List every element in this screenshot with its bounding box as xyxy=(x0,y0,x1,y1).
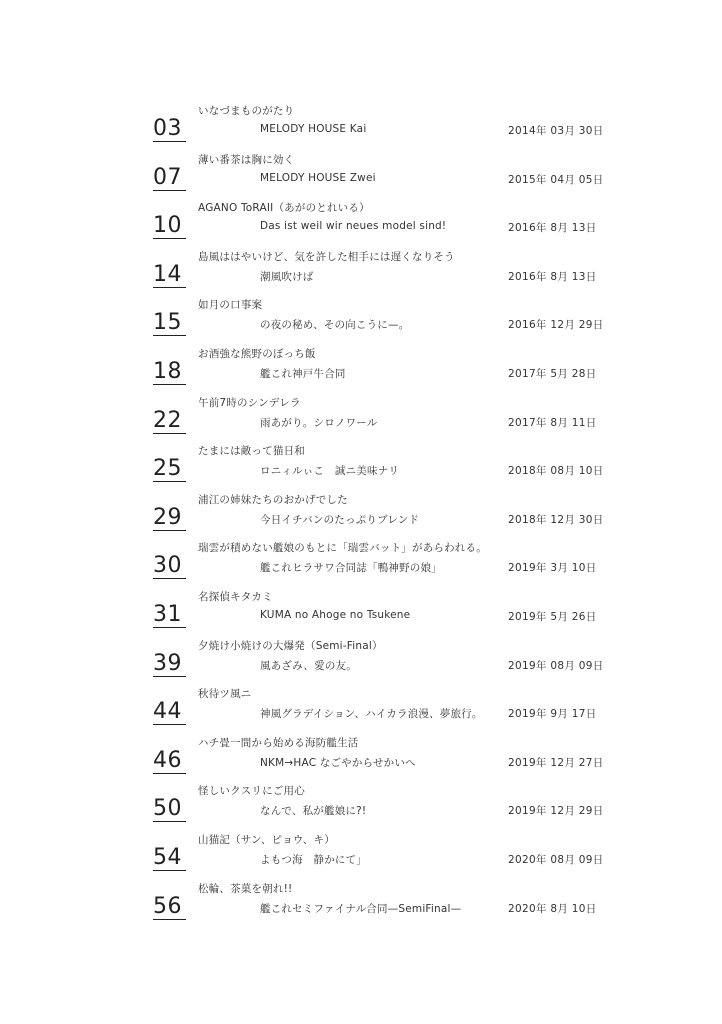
entry-title: 山猫記（サン、ピョウ、キ） xyxy=(198,834,335,846)
toc-entry xyxy=(0,395,722,444)
entry-number-underline xyxy=(153,821,186,822)
entry-circle: Das ist weil wir neues model sind! xyxy=(260,220,447,233)
entry-title: 如月の口事案 xyxy=(198,299,263,312)
entry-number-underline xyxy=(153,530,186,531)
entry-date: 2020年 8月 10日 xyxy=(508,902,597,915)
entry-title: たまには敵って猫日和 xyxy=(198,445,305,458)
entry-number: 15 xyxy=(153,310,182,336)
toc-entry xyxy=(0,492,722,541)
entry-number: 07 xyxy=(153,164,182,190)
entry-number: 03 xyxy=(153,116,182,141)
entry-date: 2016年 12月 29日 xyxy=(508,319,604,332)
entry-date: 2019年 12月 29日 xyxy=(508,805,604,818)
entry-title: 怪しいクスリにご用心 xyxy=(198,785,305,798)
toc-entry xyxy=(0,443,722,492)
entry-title: 薄い番茶は胸に効く xyxy=(198,153,295,166)
entry-number: 44 xyxy=(153,699,182,725)
toc-entry xyxy=(0,103,722,152)
entry-circle: NKM→HAC なごやからせかいへ xyxy=(260,756,416,769)
toc-entry xyxy=(0,200,722,249)
entry-number-underline xyxy=(153,287,186,288)
toc-entry xyxy=(0,249,722,298)
entry-title: 松輪、茶菓を朝れ!! xyxy=(198,882,293,895)
entry-title: いなづまものがたり xyxy=(198,105,295,117)
entry-number-underline xyxy=(153,870,186,871)
entry-date: 2019年 3月 10日 xyxy=(508,562,597,575)
entry-number: 10 xyxy=(153,213,182,239)
toc-entry xyxy=(0,735,722,784)
entry-number-underline xyxy=(153,384,186,385)
entry-circle: 潮風吹けば xyxy=(260,270,314,283)
entry-title: お酒強な熊野のぼっち飯 xyxy=(198,348,316,360)
toc-entry xyxy=(0,686,722,735)
entry-number-underline xyxy=(153,724,186,725)
entry-number-underline xyxy=(153,141,186,142)
entry-number-underline xyxy=(153,433,186,434)
entry-number: 39 xyxy=(153,650,182,676)
entry-title: 夕焼け小焼けの大爆発（Semi-Final） xyxy=(198,639,383,652)
entry-title: 午前7時のシンデレラ xyxy=(198,396,301,409)
entry-title: ハチ畳一間から始める海防艦生活 xyxy=(198,736,359,749)
entry-circle: 雨あがり。シロノワール xyxy=(260,416,378,429)
entry-circle: KUMA no Ahoge no Tsukene xyxy=(260,609,411,621)
toc-entry xyxy=(0,152,722,201)
entry-date: 2019年 5月 26日 xyxy=(508,611,597,623)
toc-entry xyxy=(0,346,722,395)
toc-entry xyxy=(0,638,722,687)
entry-date: 2017年 5月 28日 xyxy=(508,368,597,380)
entry-circle: 艦これ神戸牛合同 xyxy=(260,368,346,380)
entry-number: 18 xyxy=(153,359,182,384)
entry-title: 浦江の姉妹たちのおかげでした xyxy=(198,493,348,506)
entry-number-underline xyxy=(153,238,186,239)
entry-date: 2019年 12月 27日 xyxy=(508,756,604,769)
entry-number: 14 xyxy=(153,261,182,287)
entry-number: 31 xyxy=(153,602,182,627)
entry-date: 2020年 08月 09日 xyxy=(508,854,604,866)
entry-date: 2016年 8月 13日 xyxy=(508,270,597,283)
entry-title: 瑞雲が積めない艦娘のもとに「瑞雲バット」があらわれる。 xyxy=(198,542,487,555)
entry-date: 2015年 04月 05日 xyxy=(508,173,604,186)
entry-circle: の夜の秘め、その向こうに—。 xyxy=(260,319,410,332)
toc-entry xyxy=(0,297,722,346)
entry-circle: 神風グラデイション、ハイカラ浪漫、夢旅行。 xyxy=(260,708,483,721)
entry-circle: なんで、私が艦娘に?! xyxy=(260,805,367,818)
entry-title: AGANO ToRAII（あがのとれいる） xyxy=(198,202,370,215)
entry-title: 島風ははやいけど、気を許した相手には遅くなりそう xyxy=(198,250,455,263)
toc-entry xyxy=(0,832,722,881)
entry-circle: ロニィルぃこ 誠ニ美味ナリ xyxy=(260,465,400,478)
toc-entry xyxy=(0,881,722,930)
entry-circle: 艦これセミファイナル合同—SemiFinal— xyxy=(260,902,462,915)
toc-entry xyxy=(0,783,722,832)
entry-number-underline xyxy=(153,676,186,677)
entry-date: 2018年 12月 30日 xyxy=(508,513,604,526)
entry-number-underline xyxy=(153,627,186,628)
entry-date: 2017年 8月 11日 xyxy=(508,416,597,429)
toc-entry xyxy=(0,540,722,589)
entry-number-underline xyxy=(153,190,186,191)
toc-entry xyxy=(0,589,722,638)
entry-number: 29 xyxy=(153,504,182,530)
entry-number: 46 xyxy=(153,747,182,773)
entry-number-underline xyxy=(153,773,186,774)
entry-number-underline xyxy=(153,481,186,482)
entry-circle: 艦これヒラサワ合同誌「鴨神野の娘」 xyxy=(260,562,442,575)
entry-date: 2018年 08月 10日 xyxy=(508,465,604,478)
entry-circle: よもつ海 静かにて」 xyxy=(260,854,367,866)
entry-date: 2016年 8月 13日 xyxy=(508,222,597,235)
entry-number-underline xyxy=(153,335,186,336)
entry-date: 2019年 08月 09日 xyxy=(508,659,604,672)
entry-number: 50 xyxy=(153,796,182,822)
entry-title: 名探偵キタカミ xyxy=(198,591,273,603)
entry-circle: MELODY HOUSE Zwei xyxy=(260,171,376,184)
entry-number: 25 xyxy=(153,456,182,482)
entry-circle: MELODY HOUSE Kai xyxy=(260,123,367,135)
entry-circle: 今日イチバンのたっぷりブレンド xyxy=(260,513,420,526)
entry-title: 秋待ツ風ニ xyxy=(198,688,252,701)
entry-number: 56 xyxy=(153,893,182,919)
entry-number-underline xyxy=(153,578,186,579)
entry-number-underline xyxy=(153,919,186,920)
entry-date: 2014年 03月 30日 xyxy=(508,125,604,137)
entry-number: 54 xyxy=(153,845,182,870)
entry-number: 22 xyxy=(153,407,182,433)
entry-date: 2019年 9月 17日 xyxy=(508,708,597,721)
entry-circle: 風あざみ、愛の友。 xyxy=(260,659,357,672)
entry-number: 30 xyxy=(153,553,182,579)
